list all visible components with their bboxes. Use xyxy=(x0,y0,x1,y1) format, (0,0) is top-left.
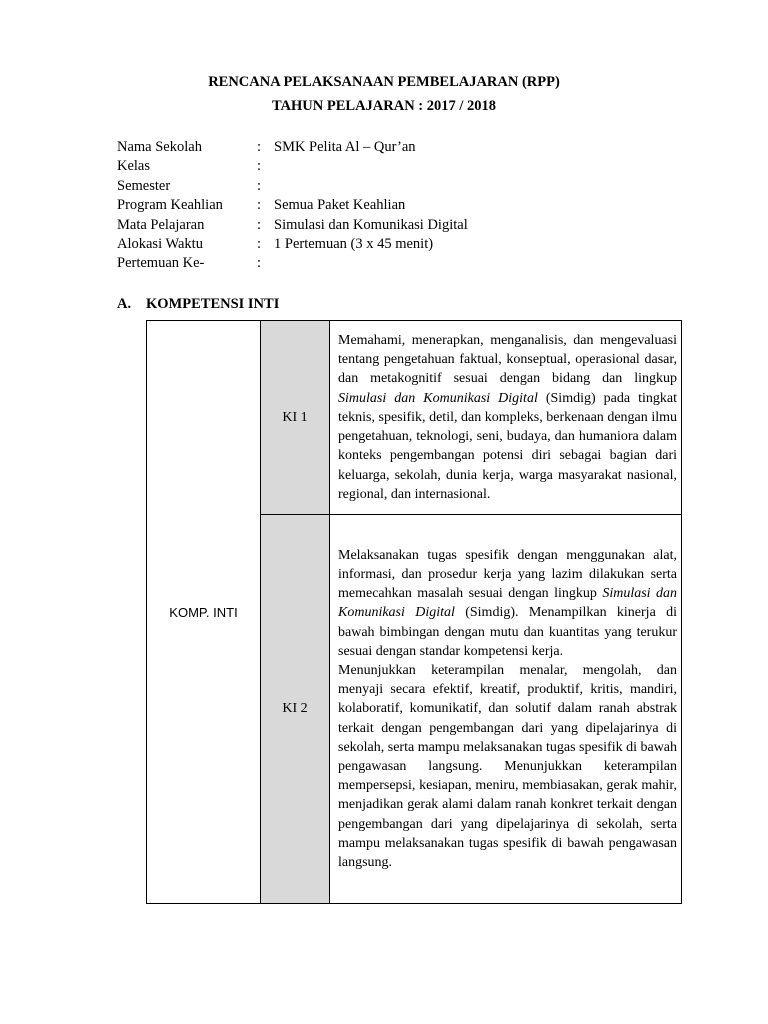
identity-colon: : xyxy=(257,158,262,175)
academic-year: TAHUN PELAJARAN : 2017 / 2018 xyxy=(271,98,497,114)
identity-value xyxy=(274,177,468,196)
identity-value: SMK Pelita Al – Qur’an xyxy=(274,139,416,155)
ki1-description xyxy=(330,321,682,515)
identity-label: Program Keahlian xyxy=(117,197,223,214)
ki2-description xyxy=(330,515,682,904)
ki2-paragraph-1 xyxy=(338,546,677,661)
kompetensi-inti-table xyxy=(146,320,682,904)
identity-row xyxy=(117,177,468,196)
ki1-text: Memahami, menerapkan, menganalisis, dan mengevaluasi tentang pengetahuan faktual, konseptual, operasional dasar, dan metakognitif sesuai dengan bidang dan lingkup xyxy=(338,333,677,387)
ki2-text-cont: (Simdig). Menampilkan kinerja di bawah bimbingan dengan mutu dan kuantitas yang terukur sesuai dengan standar kompetensi kerja. xyxy=(338,605,677,659)
section-heading xyxy=(117,296,279,313)
ki2-label: KI 2 xyxy=(261,515,330,904)
identity-table xyxy=(117,138,468,274)
identity-value: 1 Pertemuan (3 x 45 menit) xyxy=(274,236,434,253)
identity-row xyxy=(117,216,468,235)
ki1-subject: Simulasi dan Komunikasi Digital xyxy=(338,390,538,406)
identity-label: Semester xyxy=(117,177,171,194)
section-number: A. xyxy=(117,296,132,312)
komp-inti-cell: KOMP. INTI xyxy=(147,321,261,904)
identity-colon: : xyxy=(257,177,262,194)
identity-row xyxy=(117,254,468,273)
identity-row xyxy=(117,196,468,215)
identity-value: Simulasi dan Komunikasi Digital xyxy=(274,216,468,233)
identity-label: Pertemuan Ke- xyxy=(117,255,205,272)
identity-value: Semua Paket Keahlian xyxy=(274,197,406,214)
ki1-label: KI 1 xyxy=(261,321,330,515)
identity-label: Nama Sekolah xyxy=(117,139,202,155)
ki2-paragraph-2: Menunjukkan keterampilan menalar, mengolah, dan menyaji secara efektif, kreatif, produktif, kritis, mandiri, kolaboratif, komunikatif, dan solutif dalam ranah abstrak terkait dengan pengembangan dari yang dipelajarinya di sekolah, serta mampu melaksanakan tugas spesifik di bawah pengawasan langsung. Menunjukkan keterampilan mempersepsi, kesiapan, meniru, membiasakan, gerak mahir, menjadikan gerak alami dalam ranah konkret terkait dengan pengembangan dari yang dipelajarinya di sekolah, serta mampu melaksanakan tugas spesifik di bawah pengawasan langsung. xyxy=(338,662,678,871)
identity-value xyxy=(274,254,468,273)
identity-colon: : xyxy=(257,236,262,253)
ki-row-1 xyxy=(147,321,682,515)
identity-label: Kelas xyxy=(117,158,151,175)
identity-label: Alokasi Waktu xyxy=(117,236,203,253)
identity-colon: : xyxy=(257,255,262,272)
section-title: KOMPETENSI INTI xyxy=(146,296,280,312)
identity-label: Mata Pelajaran xyxy=(117,216,205,233)
ki2-text: Melaksanakan tugas spesifik dengan menggunakan alat, informasi, dan prosedur kerja yang lazim dilakukan serta memecahkan masalah sesuai dengan lingkup xyxy=(338,547,677,602)
identity-row xyxy=(117,138,468,157)
ki2-subject: Simulasi dan Komunikasi Digital xyxy=(338,586,677,621)
identity-colon: : xyxy=(257,139,262,155)
identity-colon: : xyxy=(257,197,262,214)
identity-value xyxy=(274,157,468,176)
document-title: RENCANA PELAKSANAAN PEMBELAJARAN (RPP) xyxy=(208,74,560,90)
identity-colon: : xyxy=(257,216,262,233)
ki1-text-cont: (Simdig) pada tingkat teknis, spesifik, detil, dan kompleks, berkenaan dengan ilmu pengetahuan, teknologi, seni, budaya, dan humaniora dalam konteks pengembangan potensi diri sebagai bagian dari keluarga, sekolah, dunia kerja, warga masyarakat nasional, regional, dan internasional. xyxy=(338,390,677,502)
identity-row xyxy=(117,157,468,176)
identity-row xyxy=(117,235,468,254)
